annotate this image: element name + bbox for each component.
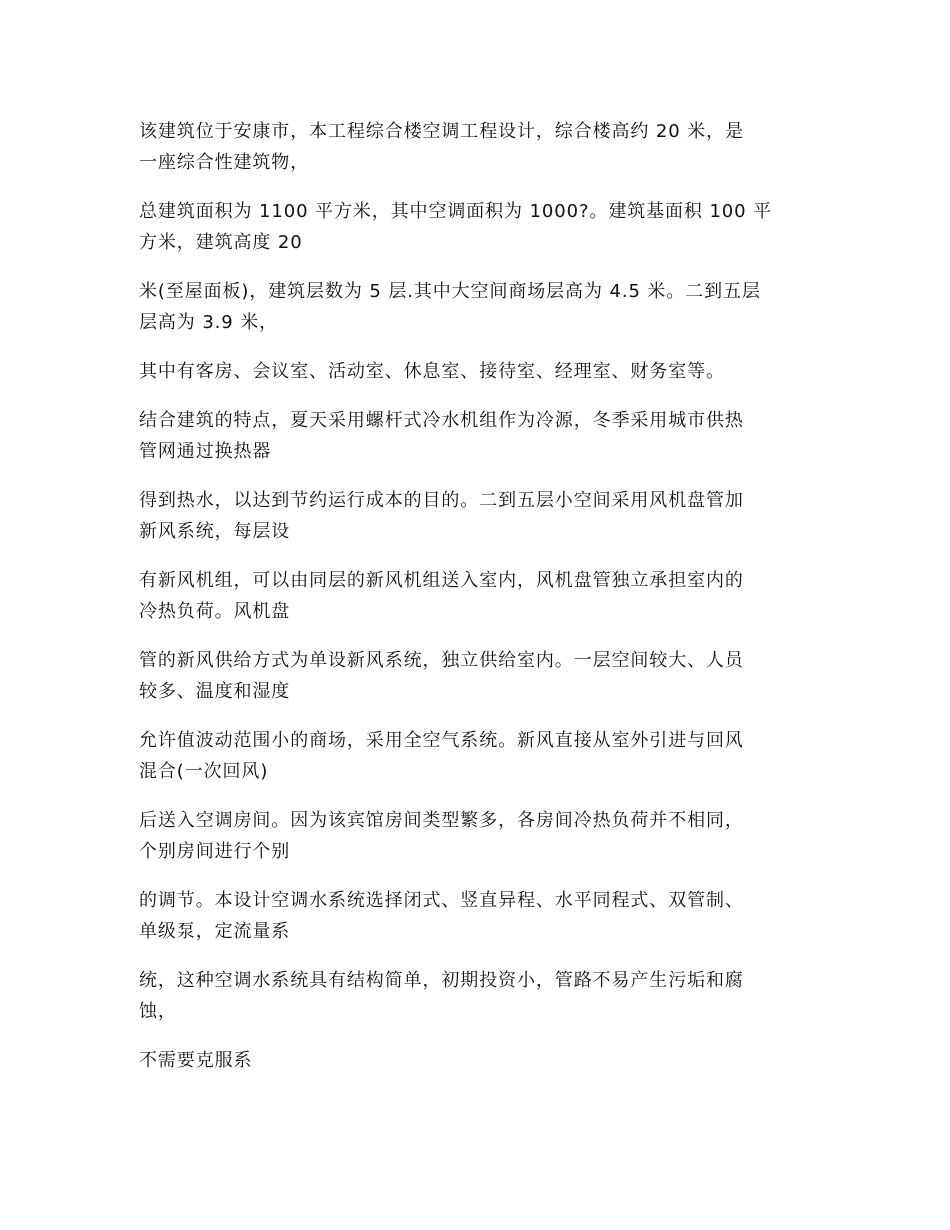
text-line: 个别房间进行个别 (139, 841, 291, 862)
text-line: 其中有客房、会议室、活动室、休息室、接待室、经理室、财务室等。 (139, 361, 725, 382)
paragraph (139, 116, 819, 178)
paragraph (139, 485, 819, 547)
text-line: 结合建筑的特点，夏天采用螺杆式冷水机组作为冷源，冬季采用城市供热 (139, 410, 744, 431)
paragraph (139, 725, 819, 787)
text-line: 新风系统，每层设 (139, 521, 291, 542)
text-line: 该建筑位于安康市，本工程综合楼空调工程设计，综合楼高约 20 米，是 (139, 121, 744, 142)
paragraph (139, 1045, 819, 1076)
text-line: 米(至屋面板)，建筑层数为 5 层.其中大空间商场层高为 4.5 米。二到五层 (139, 281, 761, 302)
text-line: 不需要克服系 (139, 1050, 253, 1071)
paragraph (139, 405, 819, 467)
paragraph (139, 805, 819, 867)
text-line: 管网通过换热器 (139, 441, 272, 462)
text-line: 层高为 3.9 米， (139, 312, 279, 333)
paragraph (139, 196, 819, 258)
text-line: 蚀， (139, 1001, 177, 1022)
text-line: 总建筑面积为 1100 平方米，其中空调面积为 1000?。建筑基面积 100 平 (139, 201, 773, 222)
paragraph (139, 885, 819, 947)
text-line: 允许值波动范围小的商场，采用全空气系统。新风直接从室外引进与回风 (139, 730, 744, 751)
paragraph (139, 276, 819, 338)
text-line: 有新风机组，可以由同层的新风机组送入室内，风机盘管独立承担室内的 (139, 570, 744, 591)
text-line: 方米，建筑高度 20 (139, 232, 303, 253)
paragraph (139, 356, 819, 387)
text-line: 管的新风供给方式为单设新风系统，独立供给室内。一层空间较大、人员 (139, 650, 744, 671)
text-line: 冷热负荷。风机盘 (139, 601, 291, 622)
text-line: 一座综合性建筑物， (139, 152, 310, 173)
text-line: 后送入空调房间。因为该宾馆房间类型繁多，各房间冷热负荷并不相同， (139, 810, 744, 831)
text-line: 统，这种空调水系统具有结构简单，初期投资小，管路不易产生污垢和腐 (139, 970, 744, 991)
text-line: 较多、温度和湿度 (139, 681, 291, 702)
text-line: 单级泵，定流量系 (139, 921, 291, 942)
paragraph (139, 565, 819, 627)
paragraph (139, 965, 819, 1027)
document-body (139, 116, 819, 1094)
text-line: 混合(一次回风) (139, 761, 269, 782)
paragraph (139, 645, 819, 707)
text-line: 得到热水，以达到节约运行成本的目的。二到五层小空间采用风机盘管加 (139, 490, 744, 511)
text-line: 的调节。本设计空调水系统选择闭式、竖直异程、水平同程式、双管制、 (139, 890, 744, 911)
